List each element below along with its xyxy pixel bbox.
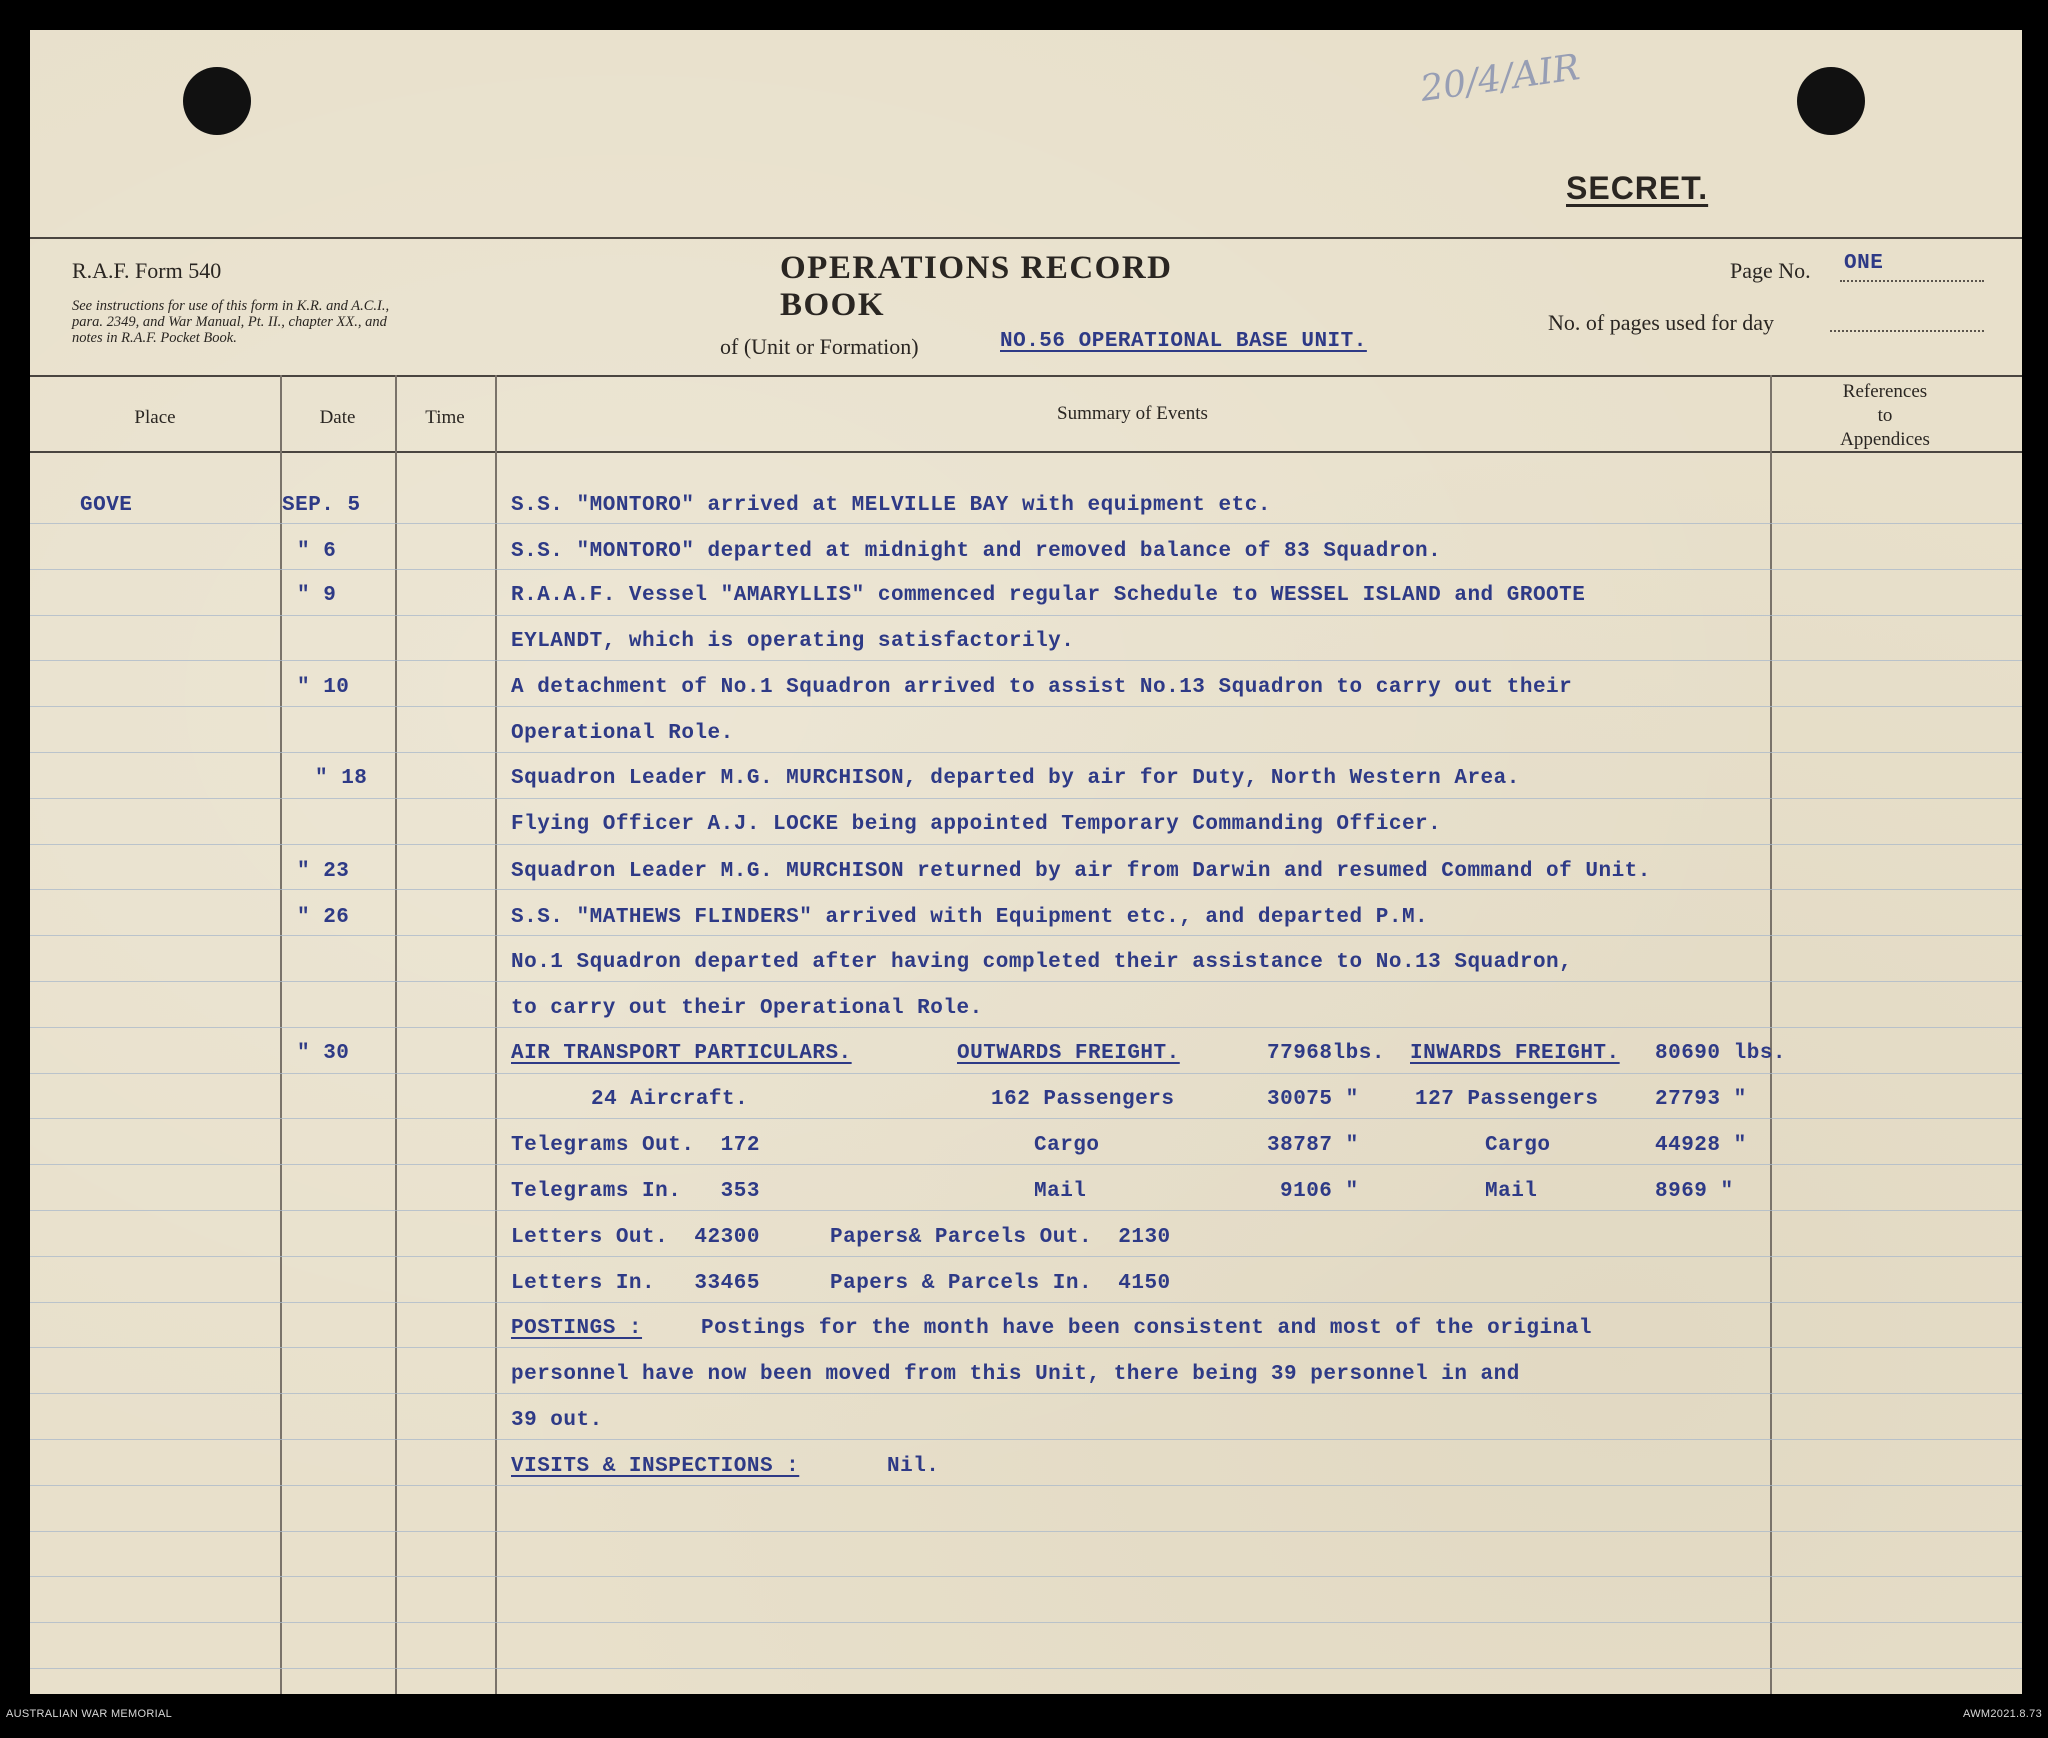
ruled-line: [30, 1531, 2022, 1532]
visits-value: Nil.: [887, 1455, 940, 1478]
outwards-cargo: Cargo: [1034, 1134, 1100, 1157]
summary-line: Operational Role.: [511, 722, 734, 745]
ruled-line: [30, 752, 2022, 753]
header-bottom-rule: [30, 375, 2022, 377]
references-line: References: [1842, 381, 1928, 402]
ruled-line: [30, 1210, 2022, 1211]
ruled-line: [30, 1576, 2022, 1577]
binder-hole-left: [183, 67, 251, 135]
papers-parcels-out: Papers& Parcels Out. 2130: [830, 1226, 1171, 1249]
record-sheet: [30, 30, 2022, 1694]
ruled-line: [30, 889, 2022, 890]
summary-line: S.S. "MONTORO" arrived at MELVILLE BAY with equipment etc.: [511, 494, 1271, 517]
summary-line: to carry out their Operational Role.: [511, 997, 983, 1020]
postings-heading: POSTINGS :: [511, 1317, 643, 1340]
outwards-mail-weight: 9106 ": [1280, 1180, 1359, 1203]
ruled-line: [30, 1347, 2022, 1348]
archive-reference: AWM2021.8.73: [1962, 1708, 2042, 1720]
inwards-cargo: Cargo: [1485, 1134, 1551, 1157]
summary-line: EYLANDT, which is operating satisfactorily.: [511, 630, 1075, 653]
column-header-date: Date: [319, 407, 356, 428]
references-line: Appendices: [1840, 429, 1930, 450]
ruled-line: [30, 844, 2022, 845]
inwards-passengers-weight: 27793 ": [1655, 1088, 1747, 1111]
visits-heading: VISITS & INSPECTIONS :: [511, 1455, 800, 1478]
header-top-rule: [30, 237, 2022, 239]
ruled-line: [30, 1485, 2022, 1486]
letters-in: Letters In. 33465: [511, 1272, 760, 1295]
inwards-mail-weight: 8969 ": [1655, 1180, 1734, 1203]
ruled-line: [30, 569, 2022, 570]
ruled-line: [30, 981, 2022, 982]
column-divider: [495, 375, 497, 1694]
letters-out: Letters Out. 42300: [511, 1226, 760, 1249]
summary-line: Squadron Leader M.G. MURCHISON, departed by air for Duty, North Western Area.: [511, 767, 1520, 790]
pages-used-label: No. of pages used for day: [1548, 310, 1775, 335]
column-header-time: Time: [425, 407, 465, 428]
column-divider: [280, 375, 282, 1694]
page-title: OPERATIONS RECORD BOOK: [780, 250, 1173, 323]
outwards-freight-heading: OUTWARDS FREIGHT.: [957, 1042, 1180, 1065]
ruled-line: [30, 1256, 2022, 1257]
instructions-line: notes in R.A.F. Pocket Book.: [72, 330, 237, 346]
entry-date: " 30: [297, 1042, 350, 1065]
column-divider: [395, 375, 397, 1694]
place-entry: GOVE: [80, 494, 133, 517]
ruled-line: [30, 660, 2022, 661]
ruled-line: [30, 615, 2022, 616]
binder-hole-right: [1797, 67, 1865, 135]
ruled-line: [30, 798, 2022, 799]
column-header-rule: [30, 451, 2022, 453]
postings-line: 39 out.: [511, 1409, 603, 1432]
ruled-line: [30, 706, 2022, 707]
entry-date: SEP. 5: [282, 494, 361, 517]
summary-line: No.1 Squadron departed after having completed their assistance to No.13 Squadron,: [511, 951, 1573, 974]
unit-value: NO.56 OPERATIONAL BASE UNIT.: [1000, 330, 1367, 353]
inwards-mail: Mail: [1485, 1180, 1538, 1203]
form-instructions: [72, 298, 602, 346]
entry-date: " 9: [297, 584, 337, 607]
column-header-place: Place: [134, 407, 176, 428]
ruled-line: [30, 1118, 2022, 1119]
papers-parcels-in: Papers & Parcels In. 4150: [830, 1272, 1171, 1295]
summary-line: R.A.A.F. Vessel "AMARYLLIS" commenced regular Schedule to WESSEL ISLAND and GROOTE: [511, 584, 1586, 607]
column-header-summary: Summary of Events: [1057, 403, 1208, 424]
page-number-value: ONE: [1844, 252, 1884, 275]
classification-label: SECRET.: [1566, 170, 1709, 206]
telegrams-out: Telegrams Out. 172: [511, 1134, 760, 1157]
ruled-line: [30, 1073, 2022, 1074]
ruled-line: [30, 1302, 2022, 1303]
page-number-label: Page No.: [1730, 258, 1811, 283]
entry-date: " 10: [297, 676, 350, 699]
form-number: R.A.F. Form 540: [72, 258, 222, 283]
ruled-line: [30, 1393, 2022, 1394]
inwards-freight-heading: INWARDS FREIGHT.: [1410, 1042, 1620, 1065]
references-line: to: [1877, 405, 1893, 426]
instructions-line: para. 2349, and War Manual, Pt. II., chapter XX., and: [72, 314, 387, 330]
pages-used-dots: [1830, 330, 1984, 332]
column-divider: [1770, 375, 1772, 1694]
ruled-line: [30, 523, 2022, 524]
page-number-dots: [1840, 280, 1984, 282]
entry-date: " 23: [297, 860, 350, 883]
outwards-cargo-weight: 38787 ": [1267, 1134, 1359, 1157]
inwards-cargo-weight: 44928 ": [1655, 1134, 1747, 1157]
column-header-references: [1770, 380, 2000, 452]
handwritten-reference: 20/4/AIR: [1417, 47, 1583, 110]
entry-date: " 26: [297, 906, 350, 929]
outwards-freight-total: 77968lbs.: [1267, 1042, 1385, 1065]
postings-line: Postings for the month have been consistent and most of the original: [701, 1317, 1592, 1340]
ruled-line: [30, 935, 2022, 936]
inwards-passengers: 127 Passengers: [1415, 1088, 1599, 1111]
air-transport-heading: AIR TRANSPORT PARTICULARS.: [511, 1042, 852, 1065]
entry-date: " 18: [315, 767, 368, 790]
ruled-line: [30, 1027, 2022, 1028]
summary-line: Flying Officer A.J. LOCKE being appointed Temporary Commanding Officer.: [511, 813, 1442, 836]
summary-line: S.S. "MATHEWS FLINDERS" arrived with Equipment etc., and departed P.M.: [511, 906, 1429, 929]
summary-line: S.S. "MONTORO" departed at midnight and removed balance of 83 Squadron.: [511, 540, 1442, 563]
instructions-line: See instructions for use of this form in K.R. and A.C.I.,: [72, 298, 390, 314]
ruled-line: [30, 1164, 2022, 1165]
summary-line: Squadron Leader M.G. MURCHISON returned by air from Darwin and resumed Command of Unit.: [511, 860, 1651, 883]
entry-date: " 6: [297, 540, 337, 563]
outwards-passengers-weight: 30075 ": [1267, 1088, 1359, 1111]
summary-line: A detachment of No.1 Squadron arrived to assist No.13 Squadron to carry out their: [511, 676, 1573, 699]
inwards-freight-total: 80690 lbs.: [1655, 1042, 1787, 1065]
archive-credit: AUSTRALIAN WAR MEMORIAL: [6, 1708, 173, 1720]
ruled-line: [30, 1439, 2022, 1440]
outwards-mail: Mail: [1034, 1180, 1087, 1203]
ruled-line: [30, 1668, 2022, 1669]
postings-line: personnel have now been moved from this Unit, there being 39 personnel in and: [511, 1363, 1520, 1386]
aircraft-count: 24 Aircraft.: [591, 1088, 749, 1111]
outwards-passengers: 162 Passengers: [991, 1088, 1175, 1111]
ruled-line: [30, 1622, 2022, 1623]
unit-label: of (Unit or Formation): [720, 334, 919, 359]
telegrams-in: Telegrams In. 353: [511, 1180, 760, 1203]
